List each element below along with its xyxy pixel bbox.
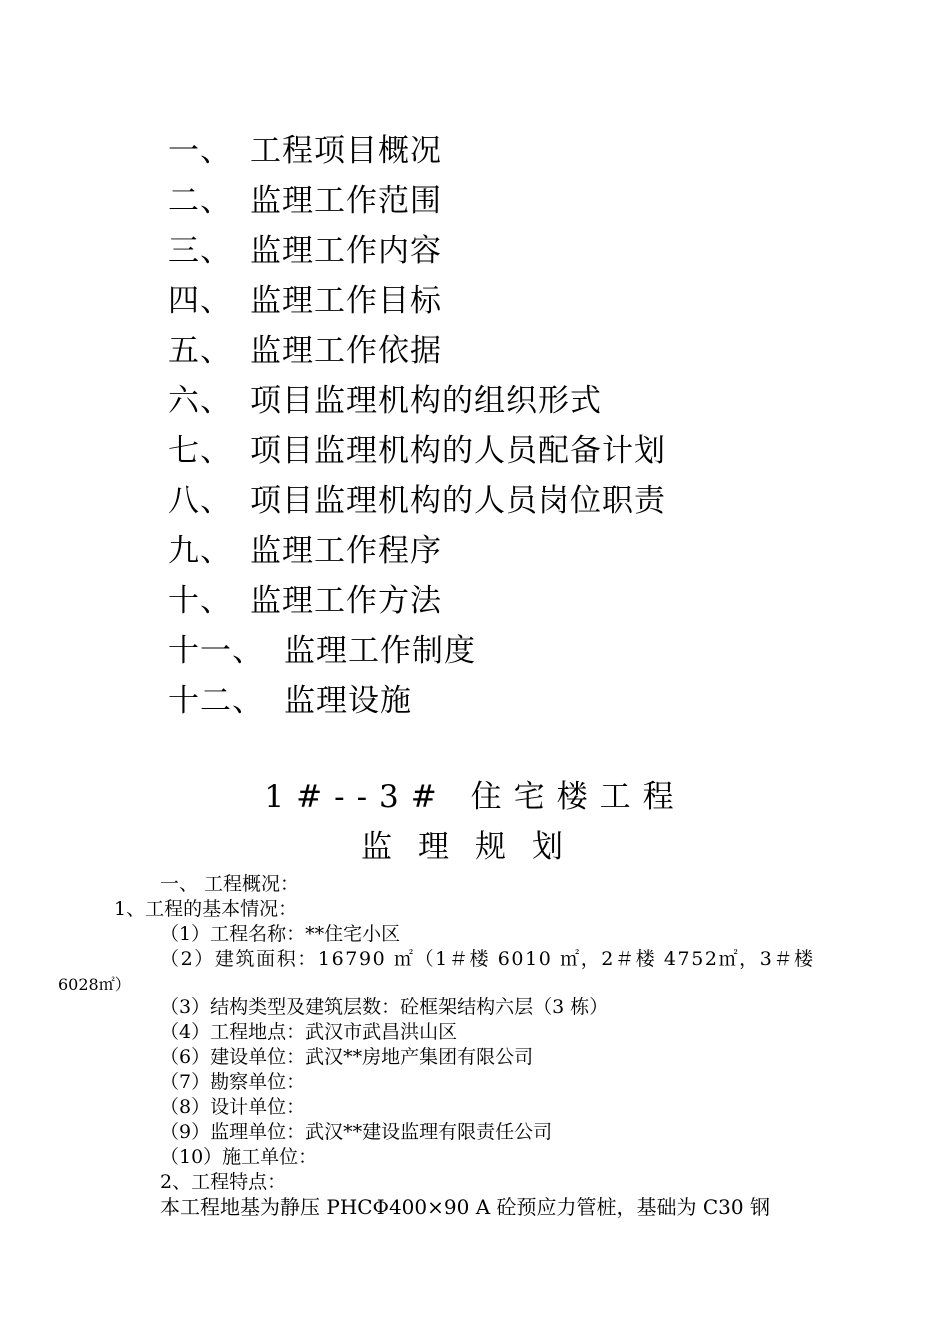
toc-item	[168, 276, 666, 326]
toc-item	[168, 176, 666, 226]
paragraph-line: （10）施工单位：	[160, 1146, 318, 1168]
subsection-heading: 2、工程特点：	[160, 1171, 287, 1193]
toc-number: 一、	[168, 133, 232, 169]
paragraph-line: （3）结构类型及建筑层数：砼框架结构六层（3 栋）	[160, 996, 609, 1018]
toc-number: 十二、	[168, 683, 264, 719]
toc-text: 监理工作范围	[250, 183, 442, 219]
toc-text: 工程项目概况	[250, 133, 442, 169]
toc-text: 监理工作目标	[250, 283, 442, 319]
paragraph-line: （8）设计单位：	[160, 1096, 306, 1118]
toc-item	[168, 226, 666, 276]
paragraph-line: 6028㎡）	[58, 975, 131, 994]
paragraph-line: （2）建筑面积：16790 ㎡（1＃楼 6010 ㎡，2＃楼 4752㎡，3＃楼	[160, 948, 815, 970]
toc-number: 六、	[168, 383, 232, 419]
paragraph-line: （9）监理单位：武汉**建设监理有限责任公司	[160, 1121, 553, 1143]
toc-item	[168, 626, 666, 676]
toc-item	[168, 476, 666, 526]
subsection-heading: 1、工程的基本情况：	[114, 898, 298, 920]
toc-number: 三、	[168, 233, 232, 269]
document-subtitle: 监理规划	[361, 829, 589, 865]
toc-number: 八、	[168, 483, 232, 519]
toc-text: 项目监理机构的人员岗位职责	[250, 483, 666, 519]
paragraph-line: （7）勘察单位：	[160, 1071, 306, 1093]
toc-text: 监理工作内容	[250, 233, 442, 269]
toc-number: 十、	[168, 583, 232, 619]
toc-text: 监理工作方法	[250, 583, 442, 619]
paragraph-line: （4）工程地点：武汉市武昌洪山区	[160, 1021, 458, 1043]
toc-item	[168, 576, 666, 626]
toc-item	[168, 426, 666, 476]
paragraph-line: （1）工程名称：**住宅小区	[160, 923, 401, 945]
section-heading: 一、 工程概况：	[160, 873, 300, 895]
toc-number: 五、	[168, 333, 232, 369]
toc-number: 二、	[168, 183, 232, 219]
paragraph-line: （6）建设单位：武汉**房地产集团有限公司	[160, 1046, 534, 1068]
toc-item	[168, 676, 666, 726]
toc-text: 项目监理机构的人员配备计划	[250, 433, 666, 469]
toc-text: 监理工作依据	[250, 333, 442, 369]
table-of-contents	[168, 126, 666, 726]
toc-number: 四、	[168, 283, 232, 319]
paragraph-line: 本工程地基为静压 PHCΦ400×90 A 砼预应力管桩，基础为 C30 钢	[160, 1195, 770, 1219]
toc-item	[168, 526, 666, 576]
toc-text: 监理工作制度	[284, 633, 476, 669]
toc-number: 十一、	[168, 633, 264, 669]
toc-number: 九、	[168, 533, 232, 569]
document-title: 1#--3# 住宅楼工程	[264, 779, 686, 815]
toc-text: 项目监理机构的组织形式	[250, 383, 602, 419]
toc-number: 七、	[168, 433, 232, 469]
toc-text: 监理工作程序	[250, 533, 442, 569]
toc-item	[168, 326, 666, 376]
toc-item	[168, 376, 666, 426]
toc-item	[168, 126, 666, 176]
toc-text: 监理设施	[284, 683, 412, 719]
